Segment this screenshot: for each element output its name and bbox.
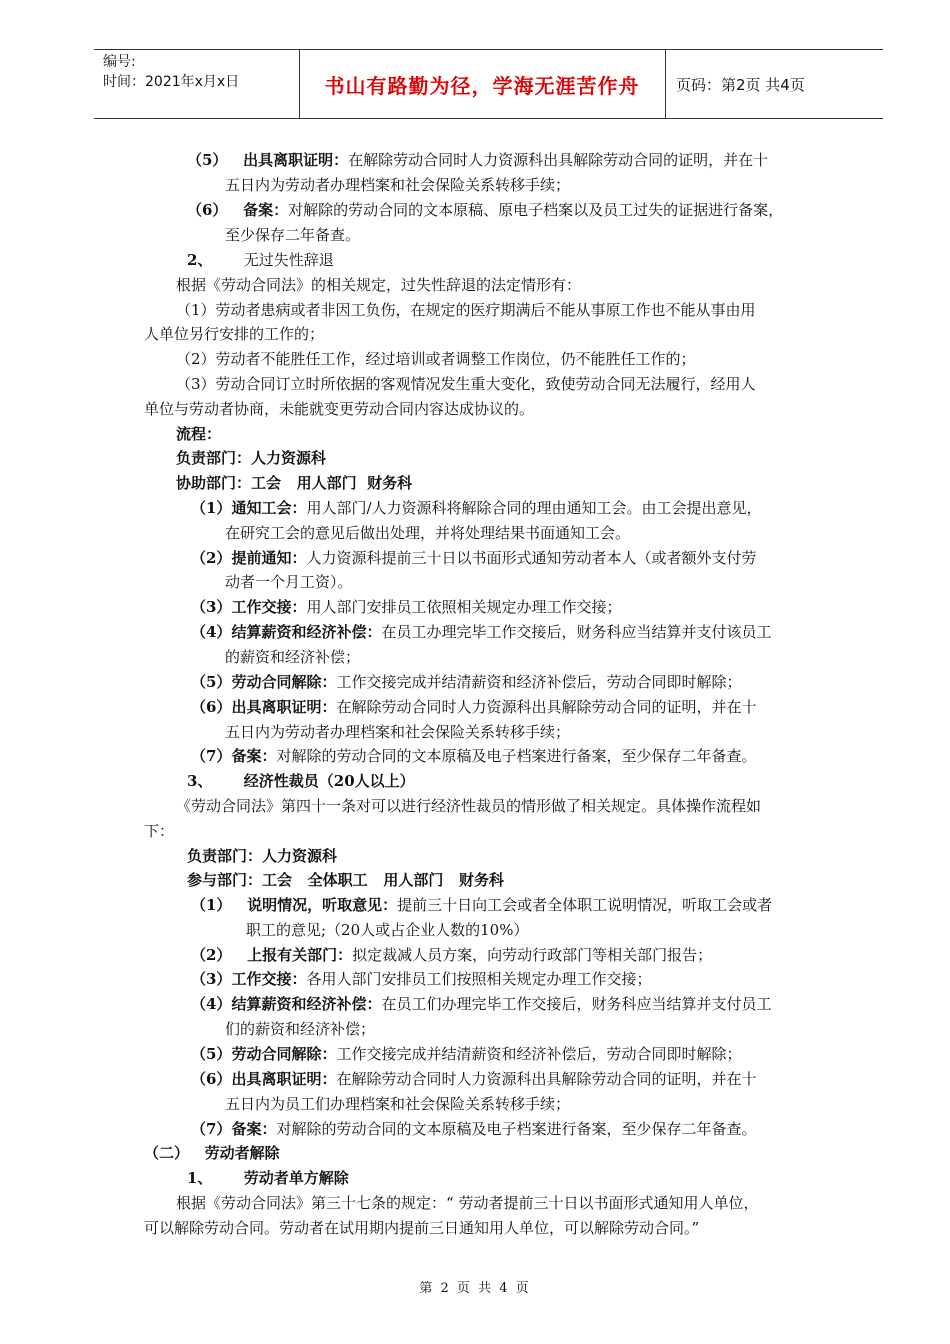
- text-line: [176, 347, 696, 371]
- text-line: [187, 769, 415, 793]
- line-text: 在员工们办理完毕工作交接后，财务科应当结算并支付员工: [381, 995, 772, 1013]
- line-heading: 提前通知：: [231, 549, 307, 567]
- text-line: [191, 893, 772, 917]
- text-line: [225, 720, 570, 744]
- line-marker: （7）: [191, 1120, 232, 1138]
- line-heading: 出具离职证明：: [231, 1070, 337, 1088]
- line-text: 单位与劳动者协商，未能就变更劳动合同内容达成协议的。: [144, 400, 535, 418]
- text-line: [176, 1191, 758, 1215]
- text-line: [191, 595, 621, 619]
- line-heading: 备案：: [231, 747, 277, 765]
- text-line: [176, 446, 326, 470]
- line-marker: （7）: [191, 747, 232, 765]
- text-line: [246, 918, 528, 942]
- text-line: [176, 794, 761, 818]
- text-line: [176, 471, 412, 495]
- text-line: [187, 868, 504, 892]
- line-text: 五日内为劳动者办理档案和社会保险关系转移手续；: [225, 176, 571, 194]
- line-text: 的薪资和经济补偿；: [225, 648, 361, 666]
- text-line: [225, 223, 360, 247]
- line-text: （2）劳动者不能胜任工作，经过培训或者调整工作岗位，仍不能胜任工作的；: [176, 350, 696, 368]
- text-line: [191, 1042, 741, 1066]
- line-text: 在解除劳动合同时人力资源科出具解除劳动合同的证明，并在十: [348, 151, 769, 169]
- line-heading: 通知工会：: [231, 499, 307, 517]
- line-text: 五日内为劳动者办理档案和社会保险关系转移手续；: [225, 723, 571, 741]
- line-heading: 工作交接：: [231, 598, 307, 616]
- line-heading: 出具离职证明：: [231, 698, 337, 716]
- header-page-number: 页码：第2页 共4页: [676, 76, 805, 94]
- text-line: [187, 248, 334, 272]
- line-text: 用人部门/人力资源科将解除合同的理由通知工会。由工会提出意见，: [306, 499, 762, 517]
- line-marker: （1）: [191, 896, 248, 914]
- line-heading: 负责部门：人力资源科: [176, 449, 327, 467]
- line-text: 用人部门安排员工依照相关规定办理工作交接；: [306, 598, 622, 616]
- line-marker: （6）: [191, 1070, 232, 1088]
- line-marker: 2、: [187, 251, 244, 269]
- text-line: [225, 645, 360, 669]
- line-marker: （5）: [191, 1045, 232, 1063]
- line-text: 五日内为员工们办理档案和社会保险关系转移手续；: [225, 1095, 571, 1113]
- text-line: [176, 273, 581, 297]
- line-marker: （4）: [191, 995, 232, 1013]
- line-heading: 劳动合同解除：: [231, 1045, 337, 1063]
- line-text: （3）劳动合同订立时所依据的客观情况发生重大变化，致使劳动合同无法履行，经用人: [176, 375, 756, 393]
- line-heading: 备案：: [231, 1120, 277, 1138]
- line-text: 人单位另行安排的工作的；: [144, 325, 325, 343]
- line-marker: （2）: [191, 549, 232, 567]
- line-heading: 劳动者单方解除: [243, 1169, 349, 1187]
- line-marker: （1）: [191, 499, 232, 517]
- text-line: [144, 819, 174, 843]
- line-text: 无过失性辞退: [243, 251, 334, 269]
- line-heading: 参与部门：工会 全体职工 用人部门 财务科: [187, 871, 505, 889]
- header-number: 编号:: [103, 54, 136, 70]
- text-line: [144, 1216, 699, 1240]
- text-line: [191, 496, 762, 520]
- line-text: 提前三十日向工会或者全体职工说明情况，听取工会或者: [397, 896, 773, 914]
- text-line: [176, 422, 221, 446]
- text-line: [187, 198, 783, 222]
- line-heading: 说明情况，听取意见：: [247, 896, 398, 914]
- text-line: [144, 397, 534, 421]
- text-line: [225, 173, 570, 197]
- header-meta: [103, 52, 299, 92]
- text-line: [191, 1067, 756, 1091]
- line-text: 在员工办理完毕工作交接后，财务科应当结算并支付该员工: [381, 623, 772, 641]
- text-line: [191, 620, 771, 644]
- line-marker: 3、: [187, 772, 244, 790]
- line-text: 根据《劳动合同法》的相关规定，过失性辞退的法定情形有：: [176, 276, 582, 294]
- text-line: [176, 372, 756, 396]
- line-marker: （5）: [191, 673, 232, 691]
- text-line: [144, 1141, 280, 1165]
- line-marker: （6）: [191, 698, 232, 716]
- line-text: 至少保存二年备查。: [225, 226, 361, 244]
- line-heading: 经济性裁员（20人以上）: [243, 772, 415, 790]
- line-text: 人力资源科提前三十日以书面形式通知劳动者本人（或者额外支付劳: [306, 549, 757, 567]
- text-line: [225, 521, 630, 545]
- line-heading: 劳动者解除: [204, 1144, 280, 1162]
- text-line: [191, 670, 741, 694]
- text-line: [144, 322, 324, 346]
- line-heading: 协助部门：工会 用人部门 财务科: [176, 474, 413, 492]
- line-text: 拟定裁减人员方案，向劳动行政部门等相关部门报告；: [352, 946, 713, 964]
- line-marker: （二）: [144, 1144, 205, 1162]
- page-footer: 第 2 页 共 4 页: [419, 1281, 531, 1296]
- line-heading: 上报有关部门：: [247, 946, 353, 964]
- line-marker: 1、: [187, 1169, 244, 1187]
- text-line: [187, 148, 768, 172]
- line-text: 《劳动合同法》第四十一条对可以进行经济性裁员的情形做了相关规定。具体操作流程如: [176, 797, 762, 815]
- line-marker: （5）: [187, 151, 244, 169]
- line-marker: （4）: [191, 623, 232, 641]
- text-line: [191, 695, 756, 719]
- text-line: [191, 546, 756, 570]
- line-heading: 流程：: [176, 425, 222, 443]
- text-line: [225, 1092, 570, 1116]
- text-line: [191, 943, 712, 967]
- text-line: [191, 967, 651, 991]
- text-line: [191, 1117, 756, 1141]
- line-text: 各用人部门安排员工们按照相关规定办理工作交接；: [306, 970, 652, 988]
- line-text: 下：: [144, 822, 175, 840]
- line-text: 工作交接完成并结清薪资和经济补偿后，劳动合同即时解除；: [336, 673, 742, 691]
- text-line: [187, 844, 337, 868]
- line-text: 根据《劳动合同法》第三十七条的规定：“ 劳动者提前三十日以书面形式通知用人单位，: [176, 1194, 759, 1212]
- line-heading: 结算薪资和经济补偿：: [231, 995, 382, 1013]
- text-line: [225, 1017, 375, 1041]
- header-motto: 书山有路勤为径，学海无涯苦作舟: [324, 74, 640, 98]
- text-line: [187, 1166, 349, 1190]
- line-text: 在解除劳动合同时人力资源科出具解除劳动合同的证明，并在十: [336, 698, 757, 716]
- line-heading: 负责部门：人力资源科: [187, 847, 338, 865]
- text-line: [225, 570, 353, 594]
- line-marker: （2）: [191, 946, 248, 964]
- line-text: 在解除劳动合同时人力资源科出具解除劳动合同的证明，并在十: [336, 1070, 757, 1088]
- line-heading: 结算薪资和经济补偿：: [231, 623, 382, 641]
- line-text: 在研究工会的意见后做出处理，并将处理结果书面通知工会。: [225, 524, 631, 542]
- line-marker: （3）: [191, 970, 232, 988]
- line-text: 们的薪资和经济补偿；: [225, 1020, 376, 1038]
- line-text: 动者一个月工资）。: [225, 573, 353, 591]
- header-divider: [665, 50, 666, 118]
- line-text: 工作交接完成并结清薪资和经济补偿后，劳动合同即时解除；: [336, 1045, 742, 1063]
- line-text: 职工的意见;（20人或占企业人数的10%）: [246, 921, 529, 939]
- line-heading: 出具离职证明：: [243, 151, 349, 169]
- line-text: 对解除的劳动合同的文本原稿及电子档案进行备案，至少保存二年备查。: [276, 747, 757, 765]
- text-line: [191, 744, 756, 768]
- line-heading: 工作交接：: [231, 970, 307, 988]
- line-heading: 劳动合同解除：: [231, 673, 337, 691]
- line-text: 对解除的劳动合同的文本原稿、原电子档案以及员工过失的证据进行备案，: [288, 201, 784, 219]
- line-heading: 备案：: [243, 201, 289, 219]
- text-line: [191, 992, 771, 1016]
- line-text: 可以解除劳动合同。劳动者在试用期内提前三日通知用人单位，可以解除劳动合同。”: [144, 1219, 700, 1237]
- line-text: （1）劳动者患病或者非因工负伤，在规定的医疗期满后不能从事原工作也不能从事由用: [176, 301, 756, 319]
- text-line: [176, 298, 756, 322]
- document-header: [94, 49, 883, 119]
- header-time: 时间：2021年x月x日: [103, 74, 240, 90]
- line-text: 对解除的劳动合同的文本原稿及电子档案进行备案，至少保存二年备查。: [276, 1120, 757, 1138]
- line-marker: （6）: [187, 201, 244, 219]
- line-marker: （3）: [191, 598, 232, 616]
